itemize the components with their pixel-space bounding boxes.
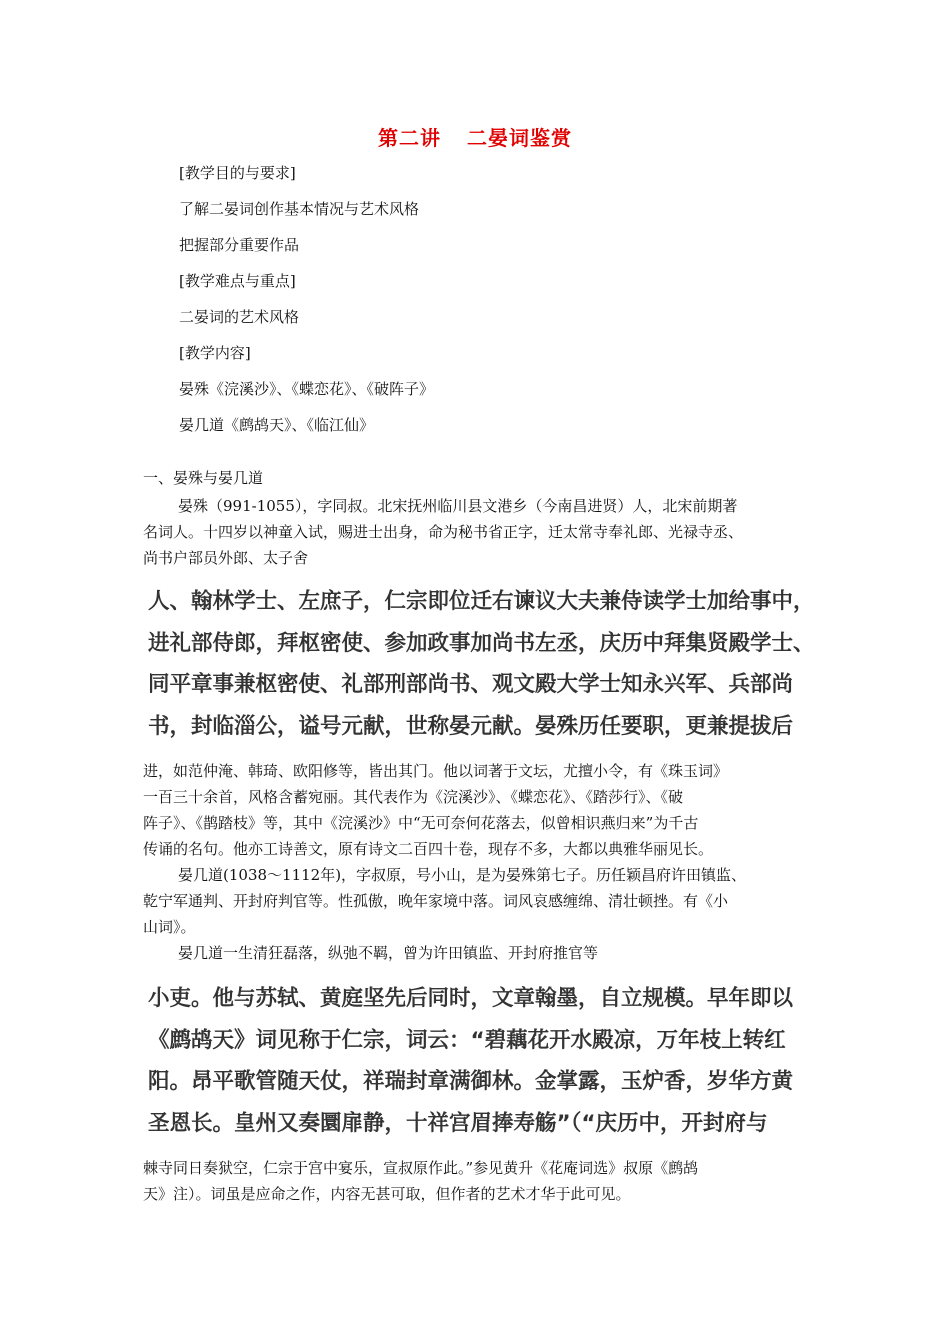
paragraph-yanshu-intro	[143, 493, 815, 571]
title-subject: 二晏词鉴赏	[467, 126, 572, 150]
text-line: 传诵的名句。他亦工诗善文，原有诗文二百四十卷，现存不多，大都以典雅华丽见长。	[143, 840, 714, 858]
text-line: 人、翰林学士、左庶子，仁宗即位迁右谏议大夫兼侍读学士加给事中，	[148, 589, 815, 614]
text-line: 棘寺同日奏狱空，仁宗于宫中宴乐，宣叔原作此。”参见黄升《花庵词选》叔原《鹧鸪	[143, 1159, 699, 1177]
scanned-text-block	[148, 581, 815, 747]
page-title	[0, 122, 950, 151]
text-line: 进礼部侍郎，拜枢密使、参加政事加尚书左丞，庆历中拜集贤殿学士、	[148, 630, 815, 656]
text-line: 圣恩长。皇州又奏圜扉静，十祥宫眉捧寿觞”（“庆历中，开封府与	[148, 1110, 768, 1136]
difficulty-heading: [教学难点与重点]	[179, 272, 296, 290]
text-line: 乾宁军通判、开封府判官等。性孤傲，晚年家境中落。词风哀感缠绵、清壮顿挫。有《小	[143, 892, 729, 910]
difficulty-item: 二晏词的艺术风格	[179, 308, 300, 326]
paragraph-yanshu-yanjidao	[143, 758, 815, 966]
text-line: 晏几道(1038～1112年)，字叔原，号小山，是为晏殊第七子。历任颖昌府许田镇监、	[178, 866, 747, 884]
content-heading: [教学内容]	[179, 344, 251, 362]
text-line: 晏几道一生清狂磊落，纵弛不羁，曾为许田镇监、开封府推官等	[178, 944, 599, 962]
text-line: 晏殊（991-1055），字同叔。北宋抚州临川县文港乡（今南昌进贤）人，北宋前期著	[178, 497, 738, 515]
text-line: 天》注）。词虽是应命之作，内容无甚可取，但作者的艺术才华于此可见。	[143, 1185, 631, 1203]
title-lecture: 第二讲	[378, 126, 441, 150]
scanned-text-block	[148, 978, 808, 1144]
text-line: 小吏。他与苏轼、黄庭坚先后同时，文章翰墨，自立规模。早年即以	[148, 986, 794, 1011]
text-line: 阳。昂平歌管随天仗，祥瑞封章满御林。金掌露，玉炉香，岁华方黄	[148, 1069, 794, 1094]
text-line: 一百三十余首，风格含蓄宛丽。其代表作为《浣溪沙》、《蝶恋花》、《踏莎行》、《破	[143, 788, 684, 806]
objective-item: 把握部分重要作品	[179, 236, 300, 254]
content-item: 晏几道《鹧鸪天》、《临江仙》	[179, 416, 375, 434]
paragraph-partridge-sky-note	[143, 1155, 815, 1207]
text-line: 《鹧鸪天》词见称于仁宗，词云：“碧藕花开水殿凉，万年枝上转红	[148, 1027, 786, 1053]
text-line: 进，如范仲淹、韩琦、欧阳修等，皆出其门。他以词著于文坛，尤擅小令，有《珠玉词》	[143, 762, 729, 780]
text-line: 阵子》、《鹊踏枝》等，其中《浣溪沙》中“无可奈何花落去，似曾相识燕归来”为千古	[143, 814, 699, 832]
objectives-heading: [教学目的与要求]	[179, 164, 296, 182]
text-line: 尚书户部员外郎、太子舍	[143, 549, 309, 567]
text-line: 同平章事兼枢密使、礼部刑部尚书、观文殿大学士知永兴军、兵部尚	[148, 672, 794, 697]
text-line: 书，封临淄公，谥号元献，世称晏元献。晏殊历任要职，更兼提拔后	[148, 713, 794, 739]
objective-item: 了解二晏词创作基本情况与艺术风格	[179, 200, 420, 218]
text-line: 名词人。十四岁以神童入试，赐进士出身，命为秘书省正字，迁太常寺奉礼郎、光禄寺丞、	[143, 523, 744, 541]
content-item: 晏殊《浣溪沙》、《蝶恋花》、《破阵子》	[179, 380, 435, 398]
section-heading: 一、晏殊与晏几道	[143, 469, 264, 487]
text-line: 山词》。	[143, 918, 196, 936]
